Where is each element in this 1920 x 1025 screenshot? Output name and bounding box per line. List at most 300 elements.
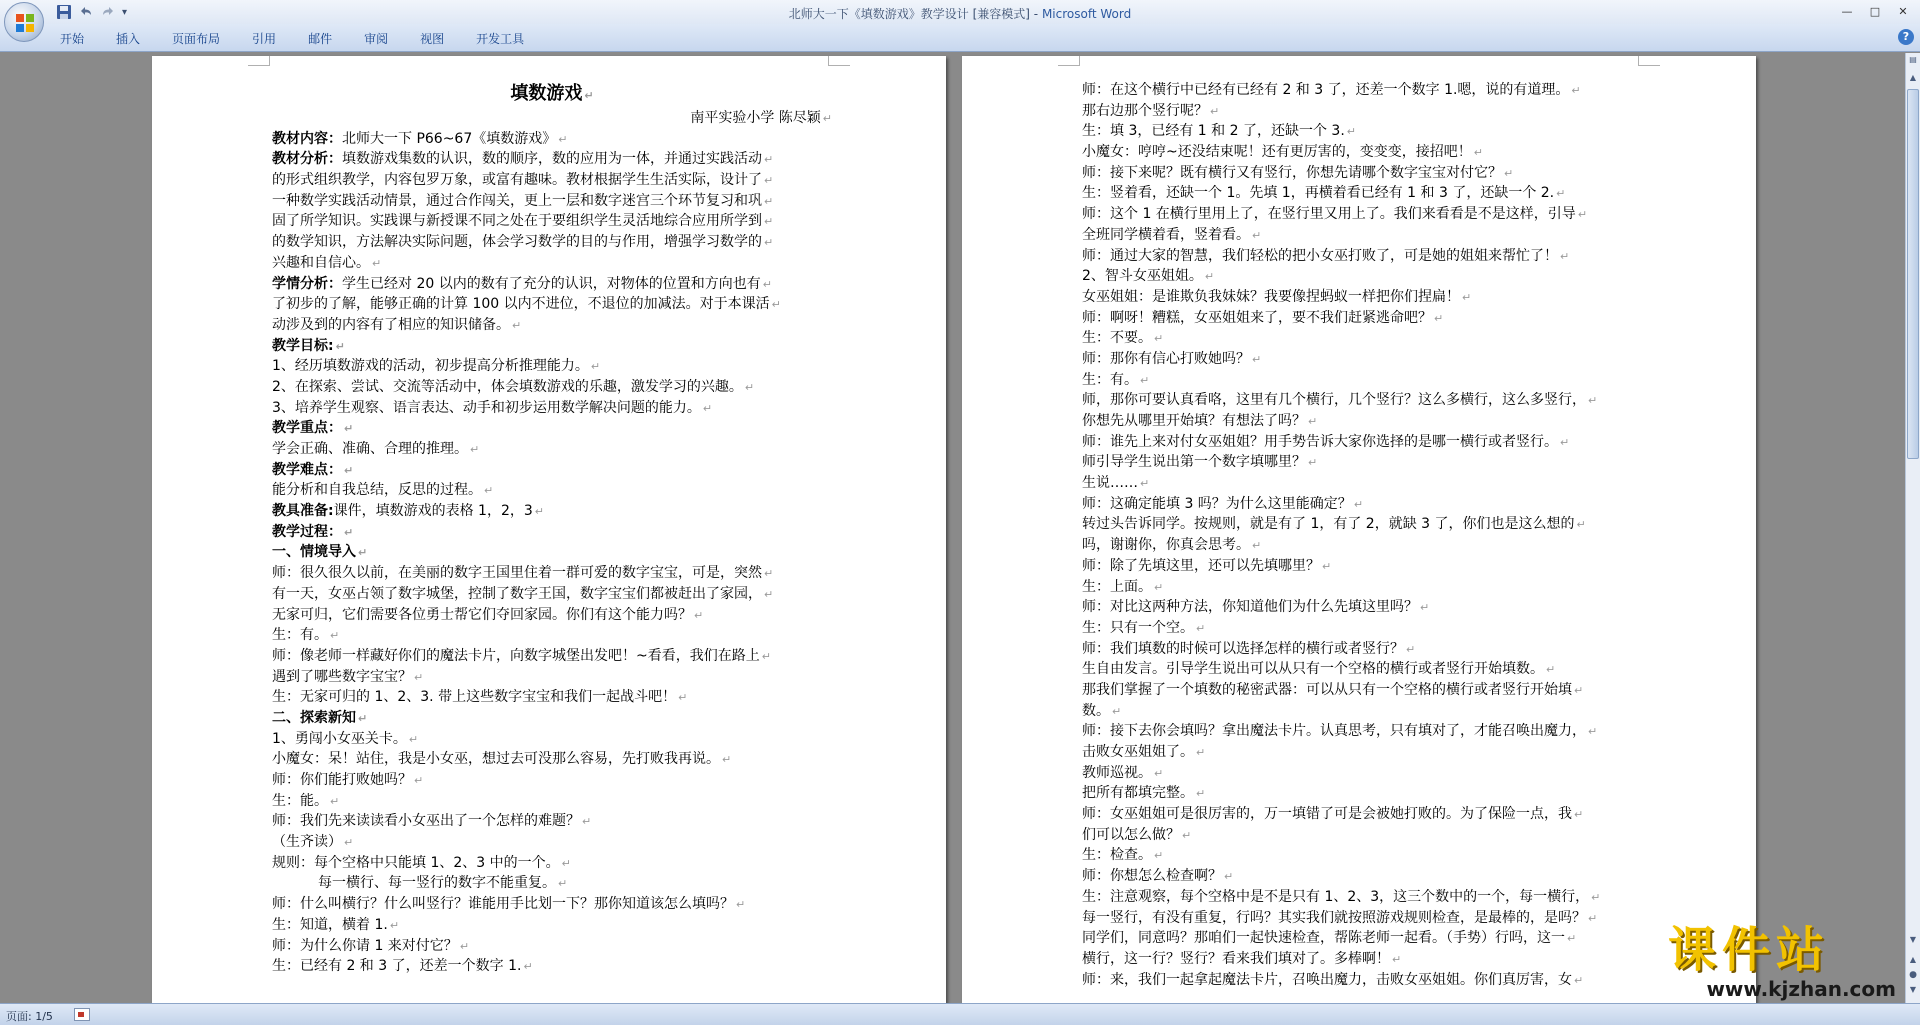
tab-references[interactable]: 引用	[252, 32, 277, 46]
paragraph-mark-icon: ↵	[1252, 228, 1262, 242]
right-paragraph-line[interactable]	[1082, 163, 1652, 184]
left-paragraph-line[interactable]	[272, 460, 832, 481]
right-paragraph-line[interactable]	[1082, 80, 1652, 101]
right-paragraph-line[interactable]	[1082, 742, 1652, 763]
right-paragraph-line[interactable]	[1082, 390, 1652, 411]
left-paragraph-line[interactable]	[272, 129, 832, 150]
paragraph-mark-icon: ↵	[344, 463, 354, 477]
paragraph-text: 教师巡视。	[1082, 764, 1152, 781]
paragraph-mark-icon: ↵	[372, 256, 382, 270]
paragraph-mark-icon: ↵	[1504, 166, 1514, 180]
paragraph-mark-icon: ↵	[1588, 725, 1598, 739]
left-paragraph-line[interactable]	[272, 170, 832, 191]
paragraph-mark-icon: ↵	[558, 877, 568, 891]
paragraph-text: 生：只有一个空。	[1082, 619, 1194, 636]
right-paragraph-line[interactable]	[1082, 452, 1652, 473]
paragraph-mark-icon: ↵	[764, 215, 774, 229]
paragraph-mark-icon: ↵	[344, 422, 354, 436]
tab-view[interactable]: 视图	[420, 32, 445, 46]
paragraph-mark-icon: ↵	[1252, 352, 1262, 366]
left-paragraph-line[interactable]	[272, 274, 832, 295]
paragraph-text: 生自由发言。引导学生说出可以从只有一个空格的横行或者竖行开始填数。	[1082, 661, 1544, 678]
paragraph-mark-icon: ↵	[1210, 104, 1220, 118]
left-paragraph-line[interactable]	[272, 584, 832, 605]
right-paragraph-line[interactable]	[1082, 328, 1652, 349]
paragraph-text: 师：除了先填这里，还可以先填哪里？	[1082, 557, 1320, 574]
paragraph-mark-icon: ↵	[414, 670, 424, 684]
customize-qat-button[interactable]: ▾	[122, 6, 128, 18]
office-button[interactable]	[4, 2, 44, 42]
paragraph-text: 教学目标:	[272, 337, 334, 354]
paragraph-mark-icon: ↵	[1591, 890, 1601, 904]
paragraph-mark-icon: ↵	[1560, 435, 1570, 449]
paragraph-mark-icon: ↵	[523, 960, 533, 974]
paragraph-text: 师：对比这两种方法，你知道他们为什么先填这里吗？	[1082, 599, 1418, 616]
previous-page-icon[interactable]: ▲	[1909, 955, 1917, 964]
paragraph-text: 教学重点：	[272, 420, 342, 437]
right-paragraph-line[interactable]	[1082, 101, 1652, 122]
title-separator: -	[1029, 7, 1042, 21]
scroll-down-icon[interactable]: ▼	[1909, 935, 1917, 944]
paragraph-mark-icon: ↵	[1420, 601, 1430, 615]
window-title	[0, 5, 1920, 22]
left-paragraph-line[interactable]	[272, 522, 832, 543]
left-paragraph-line[interactable]	[272, 501, 832, 522]
page-indicator[interactable]: 页面: 1/5	[6, 1010, 53, 1023]
paragraph-mark-icon: ↵	[534, 505, 544, 519]
right-paragraph-line[interactable]	[1082, 825, 1652, 846]
left-paragraph-line[interactable]	[272, 749, 832, 770]
paragraph-text: 生：有。	[272, 627, 328, 644]
paragraph-text: 转过头告诉同学。按规则，就是有了 1，有了 2，就缺 3 了，你们也是这么想的	[1082, 516, 1575, 533]
paragraph-mark-icon: ↵	[1346, 125, 1356, 139]
paragraph-text: 北师大一下 P66~67《填数游戏》	[342, 130, 557, 147]
paragraph-mark-icon: ↵	[1196, 621, 1206, 635]
watermark-title: 课件站	[1668, 922, 1831, 978]
right-paragraph-line[interactable]	[1082, 763, 1652, 784]
paragraph-text: 师：接下去你会填吗？拿出魔法卡片。认真思考，只有填对了，才能召唤出魔力，	[1082, 723, 1586, 740]
left-paragraph-line[interactable]	[272, 418, 832, 439]
paragraph-text: 那右边那个竖行呢？	[1082, 102, 1208, 119]
paragraph-mark-icon: ↵	[344, 836, 354, 850]
paragraph-mark-icon: ↵	[1574, 973, 1584, 987]
tab-mailings[interactable]: 邮件	[308, 32, 333, 46]
paragraph-mark-icon: ↵	[1140, 373, 1150, 387]
paragraph-mark-icon: ↵	[1588, 911, 1598, 925]
paragraph-text: 数。	[1082, 702, 1110, 719]
ribbon	[0, 24, 1920, 52]
left-paragraph-line[interactable]	[272, 708, 832, 729]
paragraph-text: 动涉及到的内容有了相应的知识储备。	[272, 316, 510, 333]
paragraph-text: 师：像老师一样藏好你们的魔法卡片，向数字城堡出发吧！~看看，我们在路上	[272, 647, 760, 664]
status-bar	[0, 1003, 1920, 1025]
right-paragraph-line[interactable]	[1082, 597, 1652, 618]
right-paragraph-line[interactable]	[1082, 908, 1652, 929]
paragraph-mark-icon: ↵	[764, 587, 774, 601]
paragraph-text: 师：谁先上来对付女巫姐姐？用手势告诉大家你选择的是哪一横行或者竖行。	[1082, 433, 1558, 450]
paragraph-text: 生：知道，横着 1.	[272, 916, 388, 933]
paragraph-mark-icon: ↵	[1154, 332, 1164, 346]
paragraph-text: 一种数学实践活动情景，通过合作闯关，更上一层和数字迷宫三个环节复习和巩	[272, 192, 762, 209]
left-paragraph-line[interactable]	[272, 191, 832, 212]
paragraph-mark-icon: ↵	[344, 525, 354, 539]
paragraph-text: 了初步的了解，能够正确的计算 100 以内不进位，不退位的加减法。对于本课活	[272, 296, 770, 313]
paragraph-text: 规则：每个空格中只能填 1、2、3 中的一个。	[272, 854, 560, 871]
left-paragraph-line[interactable]	[272, 563, 832, 584]
tab-developer[interactable]: 开发工具	[476, 32, 525, 46]
left-paragraph-line[interactable]	[272, 108, 832, 129]
paragraph-text: 有一天，女巫占领了数字城堡，控制了数字王国，数字宝宝们都被赶出了家园，	[272, 585, 762, 602]
paragraph-mark-icon: ↵	[702, 401, 713, 415]
paragraph-mark-icon: ↵	[1392, 952, 1402, 966]
paragraph-text: 2、在探索、尝试、交流等活动中，体会填数游戏的乐趣，激发学习的兴趣。	[272, 378, 743, 395]
paragraph-heading: 教材分析：	[272, 151, 342, 168]
margin-corner-mark	[248, 56, 270, 66]
paragraph-text: 师：啊呀！糟糕，女巫姐姐来了，要不我们赶紧逃命吧？	[1082, 309, 1432, 326]
right-paragraph-line[interactable]	[1082, 783, 1652, 804]
paragraph-text: 生：检查。	[1082, 847, 1152, 864]
left-paragraph-line[interactable]	[272, 646, 832, 667]
paragraph-text: 3、培养学生观察、语言表达、动手和初步运用数学解决问题的能力。	[272, 399, 701, 416]
paragraph-text: 同学们，同意吗？那咱们一起快速检查，帮陈老师一起看。（手势）行吗，这一	[1082, 930, 1565, 947]
right-paragraph-line[interactable]	[1082, 845, 1652, 866]
paragraph-text: 生：能。	[272, 792, 328, 809]
paragraph-text: 师，那你可要认真看咯，这里有几个横行，几个竖行？这么多横行，这么多竖行，	[1082, 392, 1586, 409]
right-paragraph-line[interactable]	[1082, 204, 1652, 225]
right-paragraph-line[interactable]	[1082, 225, 1652, 246]
paragraph-mark-icon: ↵	[484, 484, 494, 498]
right-paragraph-line[interactable]	[1082, 142, 1652, 163]
right-paragraph-line[interactable]	[1082, 183, 1652, 204]
paragraph-heading: 学情分析：	[272, 275, 342, 292]
left-paragraph-line[interactable]	[272, 894, 832, 915]
paragraph-text: 师：你想怎么检查啊？	[1082, 868, 1222, 885]
paragraph-mark-icon: ↵	[408, 732, 419, 746]
watermark-logo	[1668, 922, 1904, 1000]
page-text-right[interactable]	[1082, 80, 1652, 990]
margin-corner-mark	[1058, 56, 1080, 66]
paragraph-text: 教学过程：	[272, 523, 342, 540]
left-paragraph-line[interactable]	[272, 377, 832, 398]
paragraph-mark-icon: ↵	[764, 236, 774, 250]
view-ruler-icon[interactable]: ▤	[1909, 55, 1917, 64]
right-paragraph-line[interactable]	[1082, 535, 1652, 556]
left-paragraph-line[interactable]	[272, 480, 832, 501]
left-paragraph-line[interactable]	[272, 873, 832, 894]
paragraph-mark-icon: ↵	[1353, 497, 1364, 511]
paragraph-mark-icon: ↵	[1308, 456, 1318, 470]
paragraph-text: 能分析和自我总结，反思的过程。	[272, 482, 482, 499]
right-paragraph-line[interactable]	[1082, 970, 1652, 991]
paragraph-text: 1、经历填数游戏的活动，初步提高分析推理能力。	[272, 358, 589, 375]
minimize-button[interactable]: —	[1841, 4, 1853, 18]
paragraph-text: 师：在这个横行中已经有已经有 2 和 3 了，还差一个数字 1.嗯，说的有道理。	[1082, 82, 1570, 98]
next-page-icon[interactable]: ▼	[1909, 985, 1917, 994]
paragraph-mark-icon: ↵	[1182, 828, 1192, 842]
left-paragraph-line[interactable]	[272, 398, 832, 419]
watermark-url: www.kjzhan.com	[1706, 977, 1896, 1001]
left-paragraph-line[interactable]	[272, 336, 832, 357]
margin-corner-mark	[1638, 56, 1660, 66]
left-paragraph-line[interactable]	[272, 936, 832, 957]
scroll-up-icon[interactable]: ▲	[1909, 73, 1917, 82]
left-paragraph-line[interactable]	[272, 625, 832, 646]
left-paragraph-line[interactable]	[272, 253, 832, 274]
paragraph-heading: 教材内容：	[272, 130, 342, 147]
paragraph-text: 师：接下来呢？既有横行又有竖行，你想先请哪个数字宝宝对付它？	[1082, 164, 1502, 181]
document-page-right[interactable]	[962, 56, 1756, 1003]
paragraph-mark-icon: ↵	[1560, 249, 1570, 263]
left-paragraph-line[interactable]	[272, 729, 832, 750]
paragraph-text: 填数游戏	[510, 83, 583, 104]
close-button[interactable]: ✕	[1898, 4, 1908, 18]
paragraph-text: 遇到了哪些数字宝宝？	[272, 668, 412, 685]
paragraph-text: 每一横行、每一竖行的数字不能重复。	[318, 875, 556, 892]
paragraph-mark-icon: ↵	[459, 939, 470, 953]
document-area	[0, 53, 1905, 1003]
document-page-left[interactable]	[152, 56, 946, 1003]
paragraph-mark-icon: ↵	[761, 649, 771, 663]
tab-review[interactable]: 审阅	[364, 32, 389, 46]
paragraph-text: 学会正确、准确、合理的推理。	[272, 441, 468, 457]
right-paragraph-line[interactable]	[1082, 266, 1652, 287]
paragraph-text: 师：我们填数的时候可以选择怎样的横行或者竖行？	[1082, 640, 1404, 657]
paragraph-mark-icon: ↵	[764, 194, 774, 208]
paragraph-text: 女巫姐姐：是谁欺负我妹妹？我要像捏蚂蚁一样把你们捏扁！	[1082, 288, 1460, 305]
scrollbar-thumb[interactable]	[1907, 89, 1919, 459]
left-paragraph-line[interactable]	[272, 80, 832, 108]
paragraph-text: 二、探索新知	[272, 709, 356, 726]
paragraph-text: 学生已经对 20 以内的数有了充分的认识，对物体的位置和方向也有	[342, 275, 761, 292]
left-paragraph-line[interactable]	[272, 667, 832, 688]
paragraph-mark-icon: ↵	[1574, 808, 1584, 822]
paragraph-mark-icon: ↵	[1154, 849, 1164, 863]
paragraph-heading: 教具准备:	[272, 503, 334, 520]
paragraph-mark-icon: ↵	[678, 691, 688, 705]
paragraph-mark-icon: ↵	[1154, 766, 1164, 780]
paragraph-text: 生：无家可归的 1、2、3. 带上这些数字宝宝和我们一起战斗吧！	[272, 689, 677, 706]
paragraph-mark-icon: ↵	[1196, 787, 1206, 801]
paragraph-mark-icon: ↵	[389, 918, 400, 932]
paragraph-text: 生：有。	[1082, 371, 1138, 388]
paragraph-text: 小魔女：呆！站住，我是小女巫，想过去可没那么容易，先打败我再说。	[272, 751, 720, 768]
paragraph-mark-icon: ↵	[771, 298, 781, 312]
left-paragraph-line[interactable]	[272, 770, 832, 791]
paragraph-mark-icon: ↵	[1574, 683, 1584, 697]
paragraph-mark-icon: ↵	[358, 546, 368, 560]
paragraph-text: 吗，谢谢你，你真会思考。	[1082, 537, 1250, 554]
right-paragraph-line[interactable]	[1082, 721, 1652, 742]
left-paragraph-line[interactable]	[272, 687, 832, 708]
paragraph-mark-icon: ↵	[744, 380, 755, 394]
right-paragraph-line[interactable]	[1082, 577, 1652, 598]
paragraph-text: 师：我们先来读读看小女巫出了一个怎样的难题？	[272, 813, 580, 830]
paragraph-text: 1、勇闯小女巫关卡。	[272, 730, 407, 747]
paragraph-mark-icon: ↵	[335, 339, 345, 353]
left-paragraph-line[interactable]	[272, 915, 832, 936]
paragraph-text: 课件，填数游戏的表格 1，2，3	[333, 503, 533, 520]
right-paragraph-line[interactable]	[1082, 701, 1652, 722]
tab-home[interactable]: 开始	[60, 32, 85, 46]
office-logo-icon	[15, 13, 35, 33]
paragraph-mark-icon: ↵	[582, 815, 592, 829]
right-paragraph-line[interactable]	[1082, 659, 1652, 680]
paragraph-text: 们可以怎么做？	[1082, 826, 1180, 843]
left-paragraph-line[interactable]	[272, 853, 832, 874]
paragraph-mark-icon: ↵	[330, 629, 340, 643]
left-paragraph-line[interactable]	[272, 605, 832, 626]
paragraph-text: 横行，这一行？竖行？看来我们填对了。多棒啊！	[1082, 950, 1390, 967]
paragraph-text: 固了所学知识。实践课与新授课不同之处在于要组织学生灵活地综合应用所学到	[272, 213, 762, 230]
paragraph-mark-icon: ↵	[1224, 870, 1234, 884]
paragraph-text: 师：很久很久以前，在美丽的数字王国里住着一群可爱的数字宝宝，可是，突然	[272, 565, 762, 582]
document-name: 北师大一下《填数游戏》教学设计 [兼容模式]	[788, 7, 1030, 21]
paragraph-mark-icon: ↵	[1322, 559, 1332, 573]
right-paragraph-line[interactable]	[1082, 349, 1652, 370]
left-paragraph-line[interactable]	[272, 542, 832, 563]
paragraph-text: 的形式组织教学，内容包罗万象，或富有趣味。教材根据学生生活实际，设计了	[272, 172, 762, 189]
left-paragraph-line[interactable]	[272, 149, 832, 170]
paragraph-mark-icon: ↵	[822, 112, 832, 125]
paragraph-mark-icon: ↵	[1571, 84, 1581, 97]
paragraph-text: 生说……	[1082, 475, 1138, 492]
paragraph-text: 无家可归，它们需要各位勇士帮它们夺回家园。你们有这个能力吗？	[272, 606, 692, 623]
paragraph-mark-icon: ↵	[1473, 146, 1483, 160]
paragraph-text: 生：注意观察，每个空格中是不是只有 1、2、3，这三个数中的一个，每一横行，	[1082, 888, 1590, 905]
left-paragraph-line[interactable]	[272, 232, 832, 253]
paragraph-mark-icon: ↵	[1196, 746, 1206, 759]
right-paragraph-line[interactable]	[1082, 370, 1652, 391]
paragraph-mark-icon: ↵	[1204, 270, 1215, 284]
left-paragraph-line[interactable]	[272, 791, 832, 812]
paragraph-text: 生：已经有 2 和 3 了，还差一个数字 1.	[272, 958, 522, 975]
right-paragraph-line[interactable]	[1082, 473, 1652, 494]
paragraph-text: 击败女巫姐姐了。	[1082, 744, 1194, 760]
paragraph-mark-icon: ↵	[764, 567, 774, 581]
tab-page-layout[interactable]: 页面布局	[172, 32, 221, 46]
paragraph-text: 教学难点：	[272, 461, 342, 478]
paragraph-mark-icon: ↵	[722, 753, 732, 767]
paragraph-mark-icon: ↵	[736, 898, 746, 912]
ribbon-tabs	[50, 30, 546, 47]
paragraph-text: 生：竖着看，还缺一个 1。先填 1，再横着看已经有 1 和 3 了，还缺一个 2.	[1082, 185, 1555, 202]
paragraph-mark-icon: ↵	[1406, 642, 1416, 656]
app-name: Microsoft Word	[1041, 7, 1132, 21]
paragraph-mark-icon: ↵	[590, 360, 601, 374]
right-paragraph-line[interactable]	[1082, 246, 1652, 267]
paragraph-text: 师：这个 1 在横行里用上了，在竖行里又用上了。我们来看看是不是这样，引导	[1082, 206, 1576, 223]
margin-corner-mark	[828, 56, 850, 66]
paragraph-text: 兴趣和自信心。	[272, 254, 370, 271]
paragraph-mark-icon: ↵	[512, 318, 522, 332]
proofing-icon[interactable]	[74, 1008, 90, 1021]
paragraph-mark-icon: ↵	[1576, 518, 1586, 532]
right-paragraph-line[interactable]	[1082, 866, 1652, 887]
paragraph-text: 生：不要。	[1082, 330, 1152, 347]
paragraph-mark-icon: ↵	[1140, 477, 1150, 491]
paragraph-mark-icon: ↵	[1588, 394, 1598, 408]
paragraph-text: 那我们掌握了一个填数的秘密武器：可以从只有一个空格的横行或者竖行开始填	[1082, 681, 1572, 698]
left-paragraph-line[interactable]	[272, 832, 832, 853]
paragraph-text: 每一竖行，有没有重复，行吗？其实我们就按照游戏规则检查，是最棒的，是吗？	[1082, 909, 1586, 926]
right-paragraph-line[interactable]	[1082, 308, 1652, 329]
right-paragraph-line[interactable]	[1082, 432, 1652, 453]
paragraph-text: 全班同学横着看，竖着看。	[1082, 226, 1250, 243]
tab-insert[interactable]: 插入	[116, 32, 141, 46]
paragraph-text: 师：通过大家的智慧，我们轻松的把小女巫打败了，可是她的姐姐来帮忙了！	[1082, 247, 1558, 264]
right-paragraph-line[interactable]	[1082, 887, 1652, 908]
right-paragraph-line[interactable]	[1082, 680, 1652, 701]
left-paragraph-line[interactable]	[272, 294, 832, 315]
paragraph-text: 你想先从哪里开始填？有想法了吗？	[1082, 413, 1306, 429]
right-paragraph-line[interactable]	[1082, 287, 1652, 308]
right-paragraph-line[interactable]	[1082, 494, 1652, 515]
paragraph-mark-icon: ↵	[584, 89, 594, 102]
paragraph-text: 师引导学生说出第一个数字填哪里？	[1082, 454, 1306, 471]
help-icon[interactable]: ?	[1898, 29, 1914, 45]
right-paragraph-line[interactable]	[1082, 804, 1652, 825]
paragraph-mark-icon: ↵	[1112, 704, 1122, 718]
vertical-scrollbar[interactable]	[1905, 53, 1920, 1003]
paragraph-mark-icon: ↵	[764, 174, 774, 188]
right-paragraph-line[interactable]	[1082, 514, 1652, 535]
right-paragraph-line[interactable]	[1082, 618, 1652, 639]
right-paragraph-line[interactable]	[1082, 556, 1652, 577]
right-paragraph-line[interactable]	[1082, 928, 1652, 949]
paragraph-text: 师：那你有信心打败她吗？	[1082, 350, 1250, 367]
paragraph-text: 填数游戏集数的认识，数的顺序，数的应用为一体，并通过实践活动	[342, 151, 762, 168]
title-bar	[0, 0, 1920, 24]
left-paragraph-line[interactable]	[272, 811, 832, 832]
paragraph-mark-icon: ↵	[762, 277, 772, 291]
paragraph-text: 师：女巫姐姐可是很厉害的，万一填错了可是会被她打败的。为了保险一点，我	[1082, 806, 1572, 823]
paragraph-text: 师：什么叫横行？什么叫竖行？谁能用手比划一下？那你知道该怎么填吗？	[272, 896, 734, 913]
paragraph-mark-icon: ↵	[470, 443, 480, 456]
paragraph-text: 生：上面。	[1082, 578, 1152, 595]
paragraph-text: 师：为什么你请 1 来对付它？	[272, 937, 458, 954]
left-paragraph-line[interactable]	[272, 315, 832, 336]
paragraph-mark-icon: ↵	[330, 794, 340, 808]
right-paragraph-line[interactable]	[1082, 639, 1652, 660]
window-controls	[1834, 2, 1916, 20]
page-text-left[interactable]	[272, 80, 832, 977]
paragraph-text: 师：来，我们一起拿起魔法卡片，召唤出魔力，击败女巫姐姐。你们真厉害，女	[1082, 971, 1572, 988]
left-paragraph-line[interactable]	[272, 956, 832, 977]
paragraph-text: 生：填 3，已经有 1 和 2 了，还缺一个 3.	[1082, 123, 1345, 140]
left-paragraph-line[interactable]	[272, 356, 832, 377]
paragraph-mark-icon: ↵	[764, 153, 774, 167]
paragraph-mark-icon: ↵	[1462, 290, 1472, 304]
browse-object-icon[interactable]: ●	[1909, 970, 1917, 980]
paragraph-mark-icon: ↵	[1154, 580, 1164, 594]
right-paragraph-line[interactable]	[1082, 949, 1652, 970]
paragraph-text: 小魔女：哼哼~还没结束呢！还有更厉害的，变变变，接招吧！	[1082, 144, 1472, 161]
left-paragraph-line[interactable]	[272, 439, 832, 460]
paragraph-text: 把所有都填完整。	[1082, 785, 1194, 802]
right-paragraph-line[interactable]	[1082, 411, 1652, 432]
paragraph-mark-icon: ↵	[1252, 539, 1262, 553]
right-paragraph-line[interactable]	[1082, 121, 1652, 142]
paragraph-text: 2、智斗女巫姐姐。	[1082, 268, 1203, 285]
paragraph-text: 一、情境导入	[272, 544, 356, 561]
maximize-button[interactable]: □	[1869, 4, 1881, 18]
paragraph-mark-icon: ↵	[1577, 208, 1588, 222]
paragraph-text: 师：这确定能填 3 吗？为什么这里能确定？	[1082, 495, 1352, 512]
paragraph-mark-icon: ↵	[1434, 311, 1444, 325]
paragraph-text: （生齐读）	[272, 834, 342, 851]
left-paragraph-line[interactable]	[272, 211, 832, 232]
paragraph-mark-icon: ↵	[1567, 932, 1577, 946]
